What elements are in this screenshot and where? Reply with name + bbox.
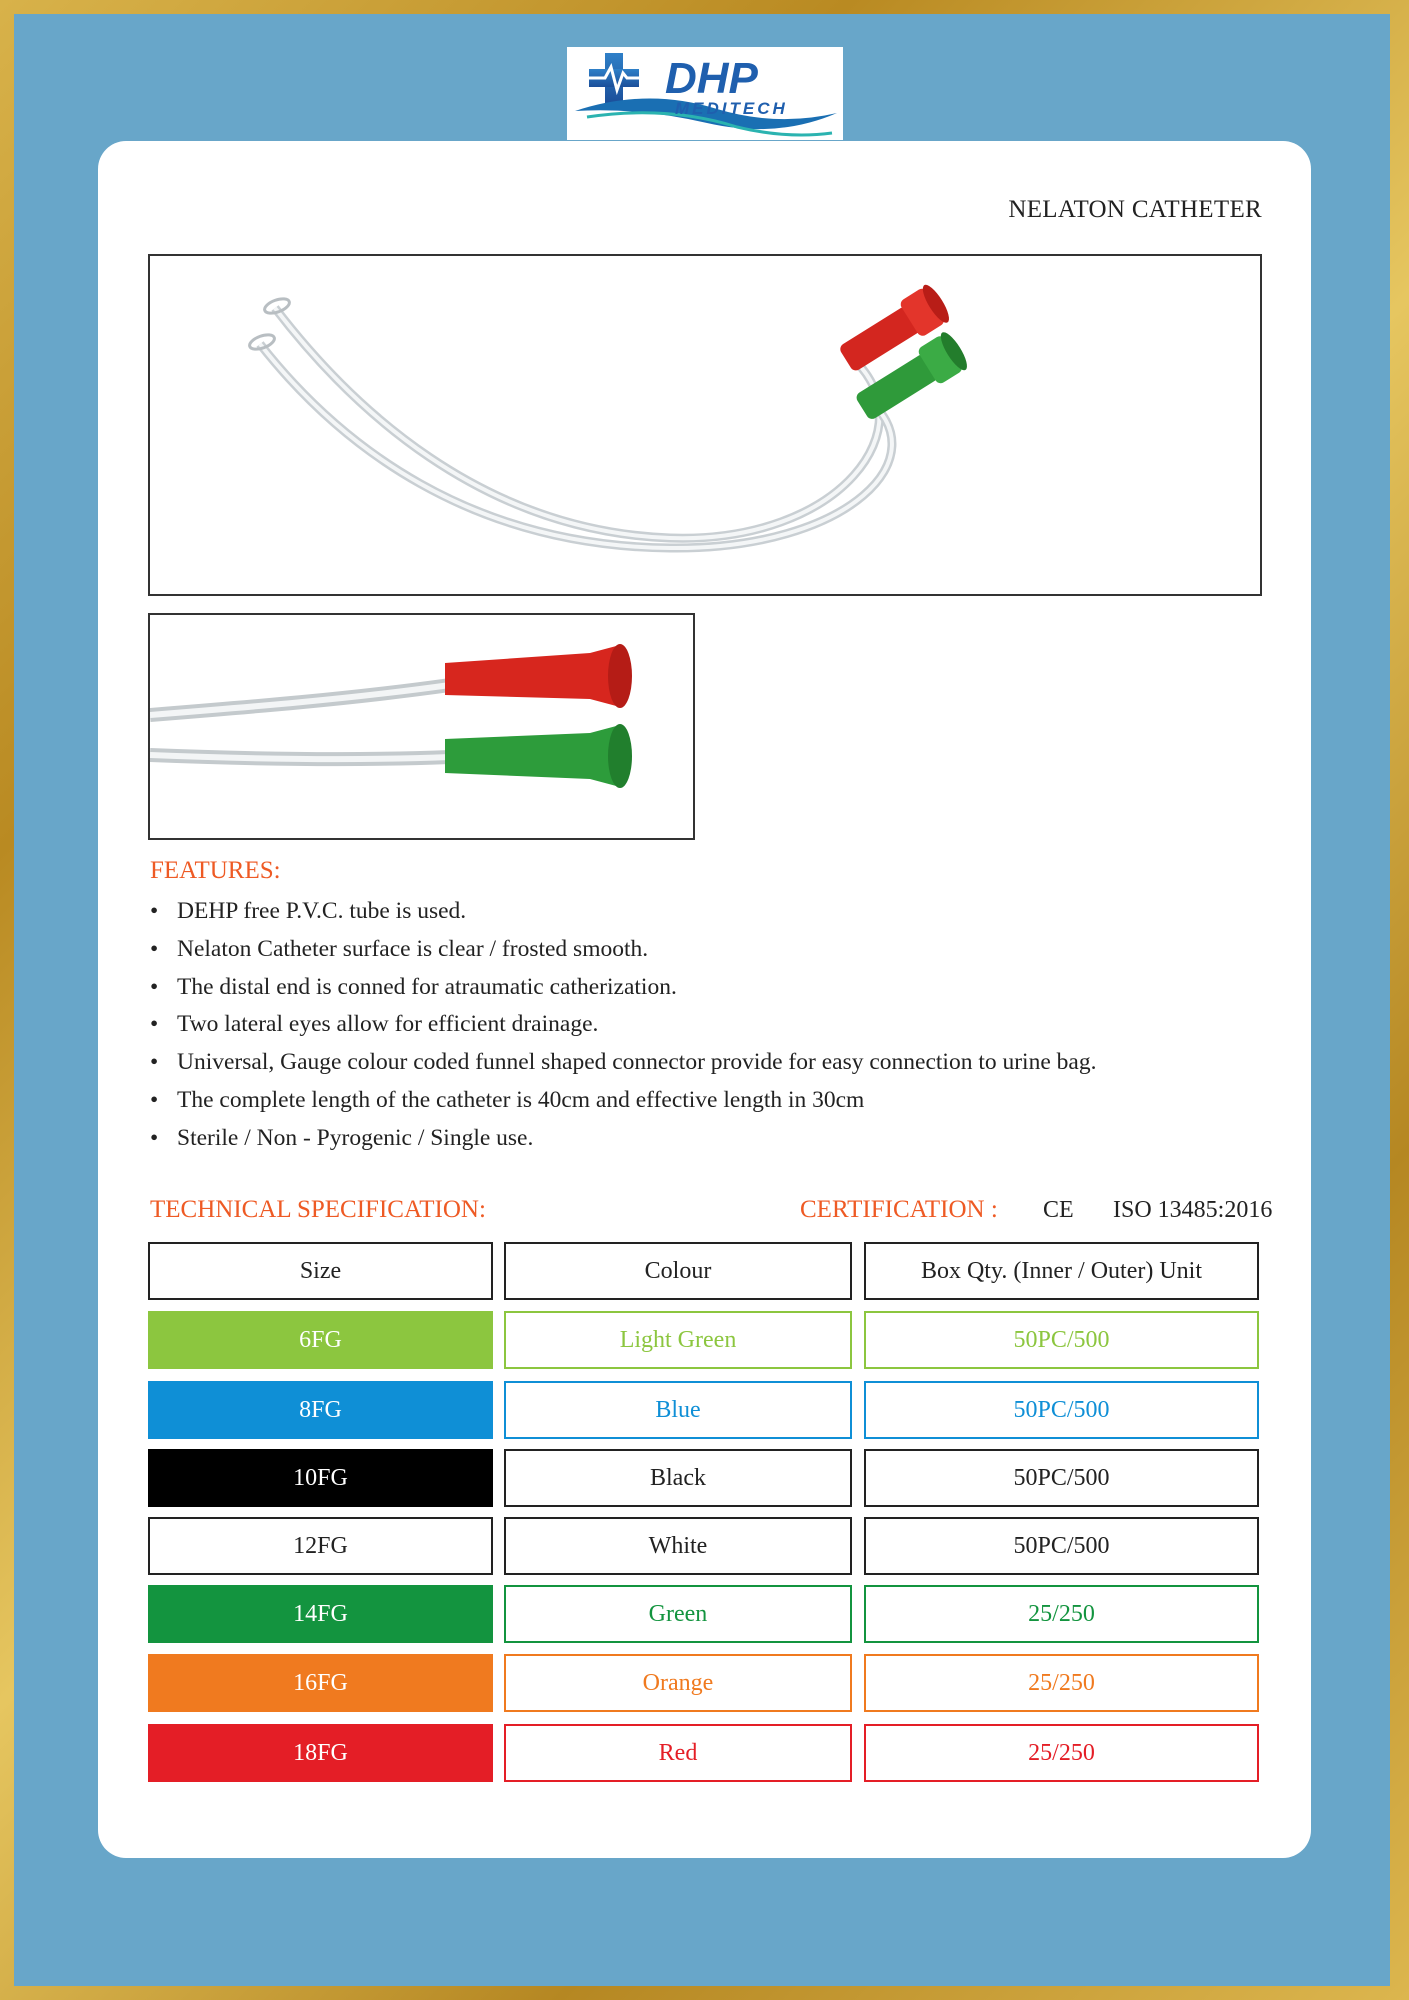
colour-cell: Red: [504, 1724, 852, 1782]
qty-cell: 25/250: [864, 1585, 1259, 1643]
size-cell: 6FG: [148, 1311, 493, 1369]
colour-cell: Light Green: [504, 1311, 852, 1369]
logo-dhp-text: DHP: [665, 54, 758, 103]
catheter-tip-2: [248, 332, 277, 352]
size-cell: 18FG: [148, 1724, 493, 1782]
colour-cell: White: [504, 1517, 852, 1575]
feature-item: • Two lateral eyes allow for efficient drainage.: [150, 1011, 599, 1038]
size-cell: 14FG: [148, 1585, 493, 1643]
features-heading: FEATURES:: [150, 857, 281, 884]
qty-cell: 50PC/500: [864, 1517, 1259, 1575]
size-cell: 12FG: [148, 1517, 493, 1575]
size-cell: 16FG: [148, 1654, 493, 1712]
catheter-tube-1: [275, 308, 880, 538]
colour-cell: Blue: [504, 1381, 852, 1439]
size-cell: 8FG: [148, 1381, 493, 1439]
product-photo-detail: [148, 613, 695, 840]
col-header-colour: Colour: [504, 1242, 852, 1300]
tech-spec-heading: TECHNICAL SPECIFICATION:: [150, 1196, 486, 1223]
page-title: NELATON CATHETER: [1008, 196, 1262, 223]
qty-cell: 25/250: [864, 1654, 1259, 1712]
catheter-illustration: [150, 256, 1260, 594]
cert-ce: CE: [1043, 1197, 1074, 1223]
feature-item: • The distal end is conned for atraumatic catherization.: [150, 973, 677, 1000]
connector-closeup: [150, 615, 693, 838]
qty-cell: 25/250: [864, 1724, 1259, 1782]
qty-cell: 50PC/500: [864, 1381, 1259, 1439]
colour-cell: Green: [504, 1585, 852, 1643]
logo-graphic: [567, 47, 843, 140]
qty-cell: 50PC/500: [864, 1311, 1259, 1369]
features-list: [150, 893, 1300, 1158]
feature-item: • Sterile / Non - Pyrogenic / Single use.: [150, 1124, 534, 1151]
col-header-size: Size: [148, 1242, 493, 1300]
product-photo-main: [148, 254, 1262, 596]
catheter-tip-1: [263, 296, 292, 316]
colour-cell: Orange: [504, 1654, 852, 1712]
size-cell: 10FG: [148, 1449, 493, 1507]
feature-item: • Nelaton Catheter surface is clear / frosted smooth.: [150, 935, 649, 962]
closeup-red-connector: [445, 644, 632, 708]
certification-heading: CERTIFICATION :: [800, 1196, 998, 1223]
dhp-meditech-logo: [567, 47, 843, 140]
colour-cell: Black: [504, 1449, 852, 1507]
qty-cell: 50PC/500: [864, 1449, 1259, 1507]
closeup-green-connector: [445, 724, 632, 788]
feature-item: • DEHP free P.V.C. tube is used.: [150, 898, 467, 924]
feature-item: • The complete length of the catheter is 40cm and effective length in 30cm: [150, 1086, 865, 1113]
cert-iso: ISO 13485:2016: [1113, 1197, 1273, 1223]
logo-meditech-text: MEDITECH: [675, 99, 788, 118]
feature-item: • Universal, Gauge colour coded funnel shaped connector provide for easy connection to urine bag.: [150, 1049, 1097, 1076]
col-header-qty: Box Qty. (Inner / Outer) Unit: [864, 1242, 1259, 1300]
